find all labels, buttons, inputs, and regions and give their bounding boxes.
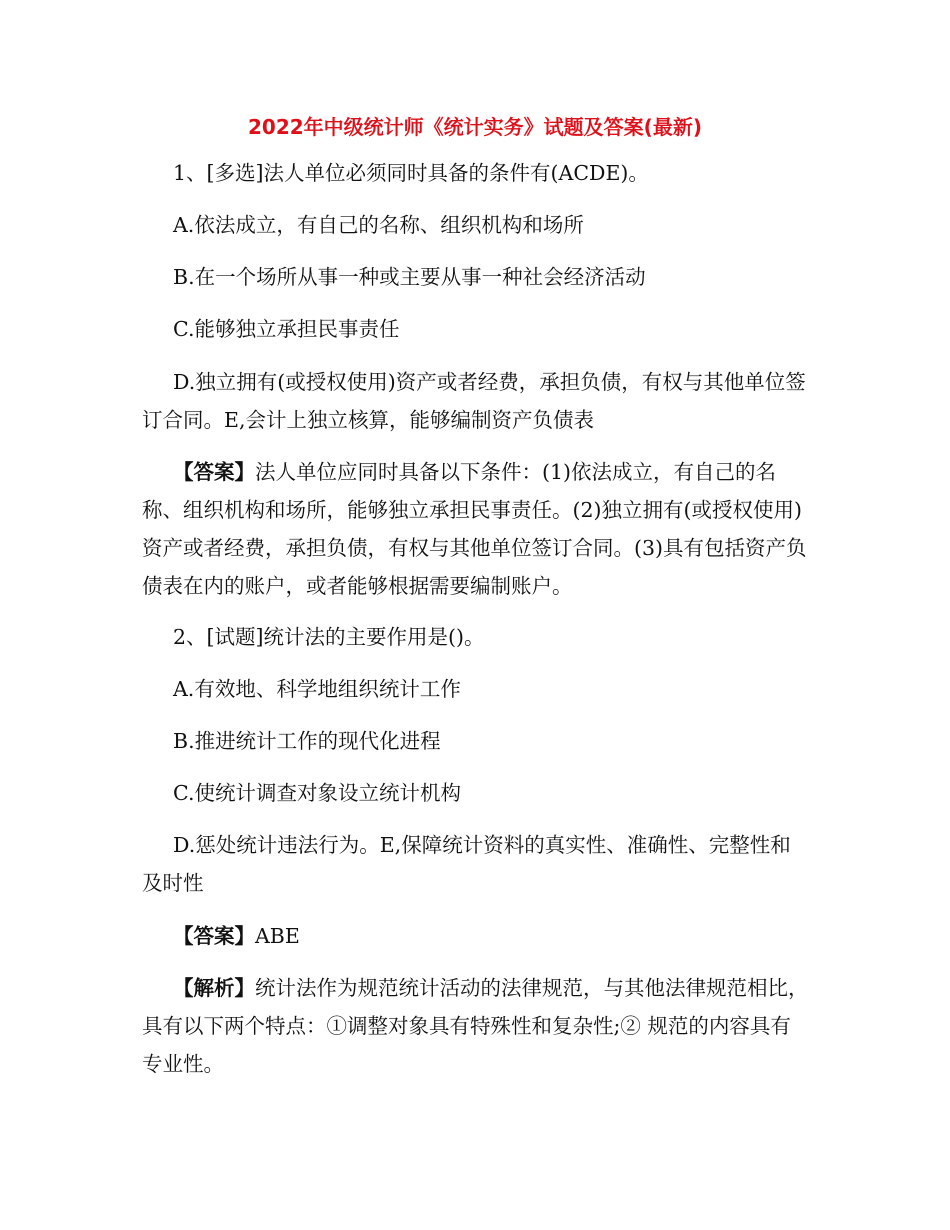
q2-analysis-text: 统计法作为规范统计活动的法律规范，与其他法律规范相比，具有以下两个特点：①调整对象具有特殊性和复杂性;② 规范的内容具有专业性。 — [142, 976, 809, 1076]
q2-option-a: A.有效地、科学地组织统计工作 — [173, 677, 461, 701]
q2-option-b: B.推进统计工作的现代化进程 — [173, 729, 441, 753]
q1-option-a: A.依法成立，有自己的名称、组织机构和场所 — [173, 213, 584, 237]
q1-option-c: C.能够独立承担民事责任 — [173, 317, 400, 341]
q2-option-d: D.惩处统计违法行为。E,保障统计资料的真实性、准确性、完整性和及时性 — [142, 833, 791, 895]
q1-stem: 1、[多选]法人单位必须同时具备的条件有(ACDE)。 — [173, 161, 649, 185]
q2-option-c: C.使统计调查对象设立统计机构 — [173, 781, 461, 805]
q1-option-d: D.独立拥有(或授权使用)资产或者经费，承担负债，有权与其他单位签订合同。E,会计上独立核算，能够编制资产负债表 — [142, 370, 806, 432]
q1-answer — [142, 453, 810, 605]
q2-answer — [142, 917, 810, 955]
q2-analysis — [142, 969, 810, 1083]
q1-answer-text: 法人单位应同时具备以下条件：(1)依法成立，有自己的名称、组织机构和场所，能够独立承担民事责任。(2)独立拥有(或授权使用)资产或者经费，承担负债，有权与其他单位签订合同。(3)具有包括资产负债表在内的账户，或者能够根据需要编制账户。 — [142, 460, 807, 598]
q2-stem: 2、[试题]统计法的主要作用是()。 — [173, 625, 485, 649]
analysis-tag: 【解析】 — [173, 976, 255, 1000]
answer-tag: 【答案】 — [173, 460, 255, 484]
q2-answer-text: ABE — [255, 924, 300, 948]
q1-option-b: B.在一个场所从事一种或主要从事一种社会经济活动 — [173, 265, 646, 289]
document-title: 2022年中级统计师《统计实务》试题及答案(最新) — [248, 115, 702, 139]
answer-tag: 【答案】 — [173, 924, 255, 948]
